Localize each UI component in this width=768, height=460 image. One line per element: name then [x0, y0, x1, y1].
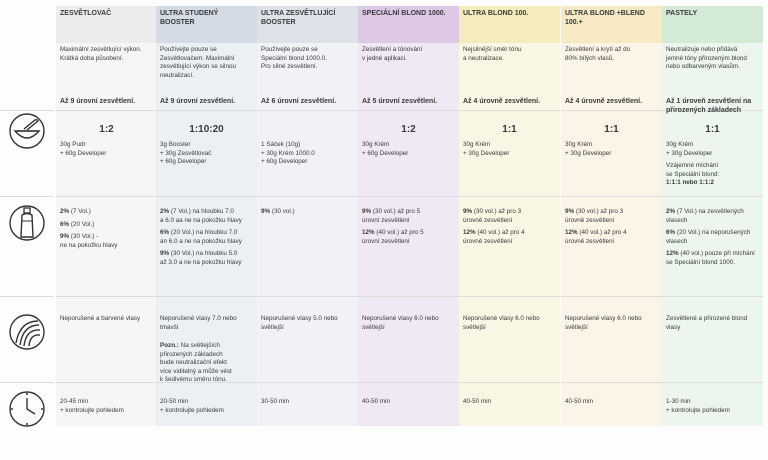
text-line: Zesvětlené a přirozené blond — [666, 315, 748, 322]
text-line: 30g Krém — [362, 141, 390, 148]
product-column — [662, 6, 763, 426]
text-line: + kontrolujte pohledem — [60, 406, 124, 414]
row-divider — [662, 196, 763, 197]
text-line: ne na pokožku hlavy — [60, 241, 118, 249]
text-line: Krátká doba působení. — [60, 54, 124, 62]
text-line: 1-30 min — [666, 398, 691, 405]
text-line: úrovně zesvětlení — [565, 216, 615, 224]
developer-options — [56, 208, 157, 250]
row-divider — [257, 296, 358, 297]
text-line: Zesvětlení a tónování — [362, 46, 423, 53]
text-line: Pro silné zesvětlení. — [261, 63, 318, 71]
text-line: + 30g Zesvětlovač — [160, 149, 212, 157]
row-divider — [358, 382, 459, 383]
processing-time — [257, 398, 358, 407]
text-line: světlejší — [565, 323, 588, 331]
text-line: světlejší — [463, 323, 486, 331]
text-line: úrovně zesvětlení — [565, 237, 615, 245]
text-line: + kontrolujte pohledem — [666, 406, 730, 414]
column-header: ULTRA ZESVĚTLUJÍCÍ BOOSTER — [257, 6, 358, 43]
description — [662, 46, 763, 72]
icon-column — [0, 6, 54, 426]
hair-type — [662, 315, 763, 332]
row-divider — [358, 296, 459, 297]
text-line: 6% (20 Vol.) — [60, 220, 95, 228]
bold-value: 2% — [160, 208, 170, 215]
row-divider — [358, 196, 459, 197]
text-line: + 60g Developer — [160, 158, 207, 166]
bold-value: 12% — [362, 229, 375, 237]
text-line: přirozených základech — [160, 350, 223, 358]
bold-value: Pozn.: — [160, 342, 179, 349]
mixing-bowl-icon — [8, 112, 46, 150]
text-line: více viditelný a může vést — [160, 367, 232, 375]
hair-type — [358, 315, 459, 332]
description — [257, 46, 358, 72]
mixing-ratio: 1:1 — [502, 124, 517, 135]
row-divider — [257, 196, 358, 197]
column-header: ULTRA STUDENÝ BOOSTER — [156, 6, 257, 43]
row-divider — [459, 382, 560, 383]
text-line: k šedivému směru tónu. — [160, 376, 227, 384]
text-line: + 30g Developer — [666, 149, 713, 157]
text-line: 30-50 min — [261, 398, 290, 405]
product-column — [459, 6, 560, 426]
lift-levels: Až 1 úroveň zesvětlení na přirozených základech — [666, 98, 752, 114]
processing-time — [156, 398, 257, 415]
mixing-ratio: 1:1 — [705, 124, 720, 135]
text-line: Neporušené vlasy 6.0 nebo — [463, 315, 540, 322]
developer-options — [662, 208, 763, 268]
processing-time — [459, 398, 560, 407]
mixing-ratio: 1:1 — [604, 124, 619, 135]
row-divider — [561, 110, 662, 111]
clock-icon — [8, 390, 46, 428]
mixing-recipe — [257, 141, 358, 167]
text-line: 9% (30 vol.) až pro 3 — [565, 208, 624, 215]
text-line: 9% (30 Vol.) - — [60, 233, 99, 241]
row-divider — [56, 296, 157, 297]
text-line: Neporušené vlasy 6.0 nebo — [362, 315, 439, 322]
column-header: ULTRA BLOND +BLEND 100.+ — [561, 6, 662, 43]
row-divider — [257, 110, 358, 111]
row-divider — [459, 196, 560, 197]
bold-value: 9% — [160, 250, 170, 258]
row-divider — [459, 110, 560, 111]
text-line: 12% (40 vol.) až pro 4 — [463, 229, 525, 237]
text-line: nebo odbarveným vlasům. — [666, 63, 740, 71]
text-line: 9% (30 Vol.) na hloubku 5.0 — [160, 250, 238, 258]
text-line: Zesvětlení a krytí až do — [565, 46, 631, 53]
hair-type — [257, 315, 358, 332]
processing-time — [56, 398, 157, 415]
hair-icon — [8, 313, 46, 351]
text-line: 30g Krém — [565, 141, 593, 148]
text-line: až 3.0 a ne na pokožku hlavy — [160, 258, 242, 266]
note — [156, 342, 257, 385]
column-header: PASTELY — [662, 6, 763, 43]
mixing-recipe — [459, 141, 560, 158]
hair-type — [459, 315, 560, 332]
bold-value: 9% — [261, 208, 271, 215]
text-line: Nejsilnější směr tónu — [463, 46, 522, 53]
mixing-ratio: 1:2 — [401, 124, 416, 135]
bold-value: 6% — [160, 229, 170, 237]
text-line: 2% (7 Vol.) — [60, 208, 91, 215]
text-line: + 60g Developer — [261, 158, 308, 166]
row-divider — [56, 382, 157, 383]
text-line: 2% (7 Vol.) na hloubku 7.0 — [160, 208, 234, 215]
row-divider — [561, 296, 662, 297]
row-divider — [561, 196, 662, 197]
bold-value: 1:1:1 nebo 1:1:2 — [666, 179, 714, 187]
text-line: 30g Pudr — [60, 141, 86, 148]
product-column — [56, 6, 157, 426]
bold-value: 6% — [666, 229, 676, 237]
text-line: neutralizací. — [160, 71, 194, 79]
text-line: Zesvětlovačem. Maximální — [160, 54, 235, 62]
row-divider — [156, 296, 257, 297]
lift-levels: Až 6 úrovní zesvětlení. — [261, 98, 337, 105]
bold-value: 9% — [60, 233, 70, 241]
row-divider — [662, 296, 763, 297]
product-column — [156, 6, 257, 426]
text-line: 20-45 min — [60, 398, 89, 405]
bold-value: 9% — [362, 208, 372, 215]
row-divider — [257, 382, 358, 383]
text-line: 9% (30 vol.) — [261, 208, 295, 215]
text-line: úrovně zesvětlení — [463, 237, 513, 245]
developer-options — [561, 208, 662, 246]
text-line: úrovní zesvětlení — [362, 237, 410, 245]
bold-value: 12% — [666, 250, 679, 258]
text-line: tmavší — [160, 323, 179, 331]
lift-levels: Až 9 úrovní zesvětlení. — [60, 98, 136, 105]
row-divider — [156, 196, 257, 197]
row-divider — [459, 296, 560, 297]
mixing-recipe — [156, 141, 257, 167]
text-line: 40-50 min — [463, 398, 492, 405]
text-line: 2% (7 Vol.) na zesvětlených — [666, 208, 744, 215]
text-line: jemné tóny přirozeným blond — [666, 54, 747, 62]
text-line: vlasech — [666, 216, 688, 224]
text-line: 80% bílých vlasů. — [565, 54, 615, 62]
text-line: 12% (40 vol.) až pro 5 — [362, 229, 424, 237]
text-line: se Speciální blond 1000. — [666, 258, 735, 266]
text-line: 3g Booster — [160, 141, 191, 148]
processing-time — [662, 398, 763, 415]
text-line: Pozn.: Na světlejších — [160, 342, 220, 349]
hair-type — [156, 315, 257, 332]
text-line: Neutralizuje nebo přidává — [666, 46, 738, 53]
column-header: SPECIÁLNÍ BLOND 1000. — [358, 6, 459, 43]
row-divider — [561, 382, 662, 383]
text-line: bude neutralizační efekt — [160, 359, 227, 367]
text-line: a 6.0 aa ne na pokožku hlavy — [160, 216, 242, 224]
mixing-ratio: 1:2 — [99, 124, 114, 135]
description — [156, 46, 257, 80]
text-line: Maximální zesvětlující výkon. — [60, 46, 142, 53]
text-line: zesvětlující výkon se silnou — [160, 63, 236, 71]
text-line: 6% (20 Vol.) na neporušených — [666, 229, 751, 237]
column-header: ZESVĚTLOVAČ — [56, 6, 157, 43]
lift-levels: Až 9 úrovní zesvětlení. — [160, 98, 236, 105]
hair-type — [561, 315, 662, 332]
text-line: + 60g Developer — [362, 149, 409, 157]
text-line: 6% (20 Vol.) na hloubku 7.0 — [160, 229, 238, 237]
product-column — [257, 6, 358, 426]
bold-value: 2% — [666, 208, 676, 215]
text-line: světlejší — [362, 323, 385, 331]
text-line: Používejte pouze se — [160, 46, 217, 53]
developer-options — [257, 208, 358, 217]
text-line: Používejte pouze se — [261, 46, 318, 53]
lift-levels: Až 4 úrovně zesvětlení. — [565, 98, 643, 105]
row-divider — [662, 382, 763, 383]
text-line: 1 Sáček (10g) — [261, 141, 301, 148]
row-divider — [156, 110, 257, 111]
bold-value: 12% — [463, 229, 476, 237]
bold-value: 9% — [463, 208, 473, 215]
mixing-recipe — [358, 141, 459, 158]
row-divider — [358, 110, 459, 111]
column-header: ULTRA BLOND 100. — [459, 6, 560, 43]
text-line: 30g Krém — [666, 141, 694, 148]
developer-options — [156, 208, 257, 268]
text-line: + kontrolujte pohledem — [160, 406, 224, 414]
lift-levels: Až 4 úrovně zesvětlení. — [463, 98, 541, 105]
text-line: Neporušené vlasy 5.0 nebo — [261, 315, 338, 322]
hair-type — [56, 315, 157, 324]
text-line: světlejší — [261, 323, 284, 331]
text-line: 30g Krém — [463, 141, 491, 148]
text-line: vlasech — [666, 237, 688, 245]
text-line: + 30g Developer — [463, 149, 510, 157]
text-line: 40-50 min — [565, 398, 594, 405]
bold-value: 9% — [565, 208, 575, 215]
text-line: 12% (40 vol.) pouze při míchání — [666, 250, 755, 258]
bold-value: 12% — [565, 229, 578, 237]
text-line: se Speciální blond: — [666, 170, 720, 178]
text-line: Neporušené vlasy 7.0 nebo — [160, 315, 237, 322]
description — [561, 46, 662, 63]
mixing-recipe — [662, 141, 763, 188]
text-line: 20-50 min — [160, 398, 189, 405]
processing-time — [561, 398, 662, 407]
text-line: 9% (30 vol.) až pro 3 — [463, 208, 522, 215]
text-line: úrovně zesvětlení — [463, 216, 513, 224]
text-line: + 60g Developer — [60, 149, 107, 157]
row-divider — [56, 196, 157, 197]
text-line: an 6.0 a ne na pokožku hlavy — [160, 237, 242, 245]
description — [358, 46, 459, 63]
text-line: Neporušené vlasy 6.0 nebo — [565, 315, 642, 322]
text-line: a neutralizace. — [463, 54, 504, 62]
text-line: v jedné aplikaci. — [362, 54, 407, 62]
text-line: úrovní zesvětlení — [362, 216, 410, 224]
text-line: 12% (40 vol.) až pro 4 — [565, 229, 627, 237]
product-column — [358, 6, 459, 426]
text-line — [666, 179, 759, 188]
mixing-recipe — [561, 141, 662, 158]
lift-levels: Až 5 úrovní zesvětlení. — [362, 98, 438, 105]
text-line: Neporušené a barvené vlasy — [60, 315, 141, 322]
developer-options — [459, 208, 560, 246]
bold-value: 2% — [60, 208, 70, 215]
developer-options — [358, 208, 459, 246]
mixing-recipe — [56, 141, 157, 158]
description — [459, 46, 560, 63]
text-line: Speciální blond 1000.0. — [261, 54, 327, 62]
row-divider — [56, 110, 157, 111]
text-line: vlasy — [666, 323, 681, 331]
text-line: Vzájemné míchání — [666, 162, 719, 170]
text-line: 40-50 min — [362, 398, 391, 405]
description — [56, 46, 157, 63]
text-line: 9% (30 vol.) až pro 5 — [362, 208, 421, 215]
developer-bottle-icon — [8, 204, 46, 242]
processing-time — [358, 398, 459, 407]
product-column — [561, 6, 662, 426]
mixing-ratio: 1:10:20 — [189, 124, 224, 135]
bold-value: 6% — [60, 220, 70, 228]
text-line: + 30g Developer — [565, 149, 612, 157]
text-line: + 30g Krém 1000.0 — [261, 149, 315, 157]
